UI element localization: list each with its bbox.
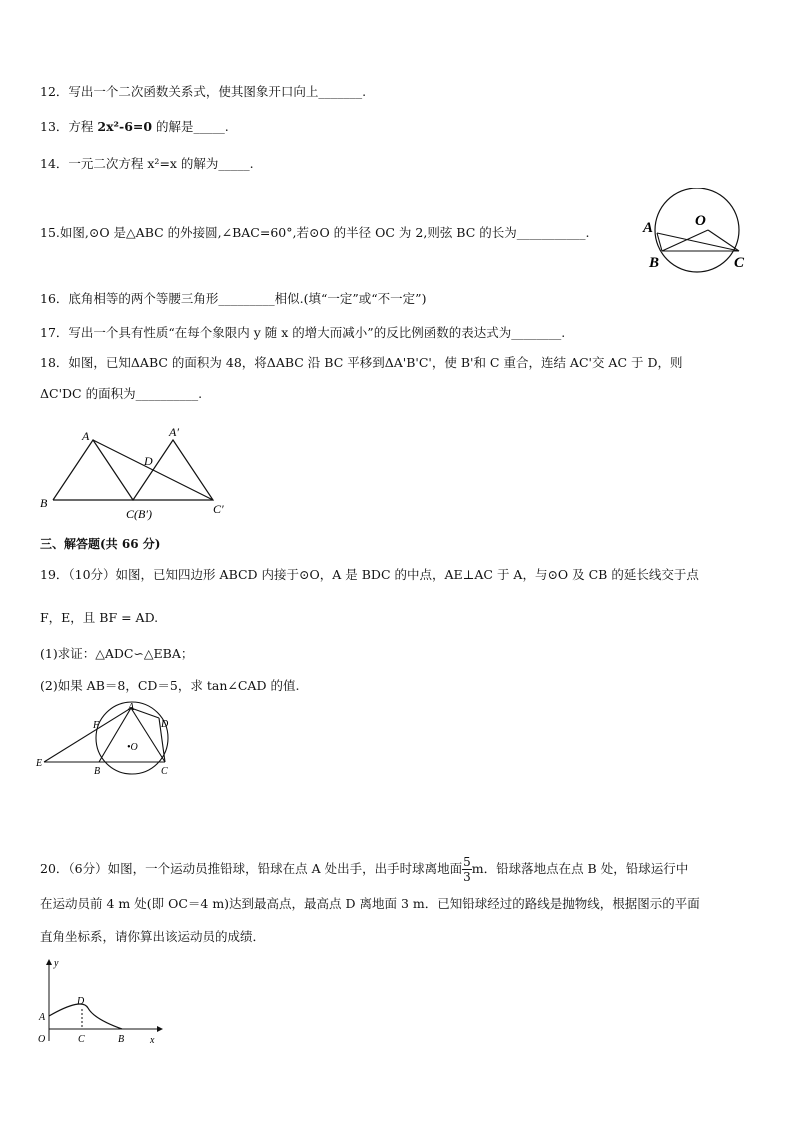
label-c: C	[161, 766, 168, 777]
label-b: B	[649, 255, 660, 271]
q13-equation: 2x²-6=0	[97, 119, 153, 134]
question-20-line3: 直角坐标系，请你算出该运动员的成绩．	[40, 929, 266, 944]
question-20-line1	[40, 855, 688, 884]
figure-20-shot-put	[34, 956, 164, 1048]
question-16: 16．底角相等的两个等腰三角形_________相似.(填“一定”或“不一定”)	[40, 291, 427, 306]
circle-o	[655, 188, 739, 272]
fraction-5-3	[462, 855, 472, 884]
label-c: C	[78, 1034, 85, 1045]
label-a: A	[39, 1012, 46, 1023]
question-19-part2: (2)如果 AB＝8，CD＝5，求 tan∠CAD 的值.	[40, 678, 300, 693]
question-19-part1: (1)求证：△ADC∽△EBA；	[40, 646, 194, 661]
label-c: C	[734, 255, 745, 271]
label-o: O	[38, 1034, 46, 1045]
question-18-line2: ΔC'DC 的面积为__________.	[40, 386, 203, 401]
figure-15-circle	[640, 188, 755, 278]
question-12: 12．写出一个二次函数关系式，使其图象开口向上_______.	[40, 84, 367, 99]
section-3-heading: 三、解答题(共 66 分)	[40, 537, 161, 551]
label-a: A	[128, 702, 135, 713]
figure-18-triangles	[36, 424, 236, 524]
question-19-line1: 19．（10分）如图，已知四边形 ABCD 内接于⊙O，A 是 BDC 的中点，AE⊥AC 于 A，与⊙O 及 CB 的延长线交于点	[40, 567, 699, 582]
x-axis-arrow	[157, 1026, 163, 1032]
label-b: B	[94, 766, 101, 777]
label-d: D	[161, 719, 169, 730]
line-ea	[44, 708, 131, 762]
label-o: O	[695, 213, 706, 229]
question-13	[40, 118, 229, 136]
label-d: D	[77, 996, 85, 1007]
label-f: F	[93, 720, 100, 731]
label-b: B	[118, 1034, 125, 1045]
figure-19-circle-quad	[34, 700, 184, 780]
parabola-path	[49, 1004, 122, 1029]
question-15: 15.如图,⊙O 是△ABC 的外接圆,∠BAC=60°,若⊙O 的半径 OC 为 2,则弦 BC 的长为___________.	[40, 225, 590, 240]
question-19-line2: F，E，且 BF = AD.	[40, 610, 159, 625]
label-e: E	[36, 758, 43, 769]
label-c-prime: C′	[213, 502, 224, 516]
label-d: D	[144, 454, 153, 468]
label-o: •O	[127, 742, 138, 753]
fraction-denominator: 3	[463, 870, 471, 884]
label-a-prime: A′	[169, 425, 179, 439]
label-a: A	[643, 220, 654, 236]
question-14: 14．一元二次方程 x²=x 的解为_____.	[40, 156, 254, 171]
question-20-line2: 在运动员前 4 m 处(即 OC＝4 m)达到最高点，最高点 D 离地面 3 m．已知铅球经过的路线是抛物线，根据图示的平面	[40, 896, 700, 911]
question-18-line1: 18．如图，已知ΔABC 的面积为 48，将ΔABC 沿 BC 平移到ΔA'B'C'，使 B'和 C 重合，连结 AC'交 AC 于 D，则	[40, 355, 683, 370]
y-axis-arrow	[46, 959, 52, 965]
label-y: y	[54, 958, 59, 969]
label-b: B	[40, 496, 48, 510]
q13-prefix: 13．方程	[40, 119, 98, 134]
fraction-numerator: 5	[463, 855, 471, 869]
label-c-b-prime: C(B′)	[126, 507, 152, 521]
label-a: A	[82, 429, 90, 443]
q13-suffix: 的解是_____.	[152, 119, 229, 134]
q20-text-b: m．铅球落地点在点 B 处，铅球运行中	[471, 861, 689, 876]
question-17: 17．写出一个具有性质“在每个象限内 y 随 x 的增大而减小”的反比例函数的表达式为________.	[40, 325, 566, 340]
segment-ac-prime	[93, 440, 213, 500]
label-x: x	[150, 1035, 155, 1046]
q20-text-a: 20．（6分）如图，一个运动员推铅球，铅球在点 A 处出手，出手时球离地面	[40, 861, 463, 876]
